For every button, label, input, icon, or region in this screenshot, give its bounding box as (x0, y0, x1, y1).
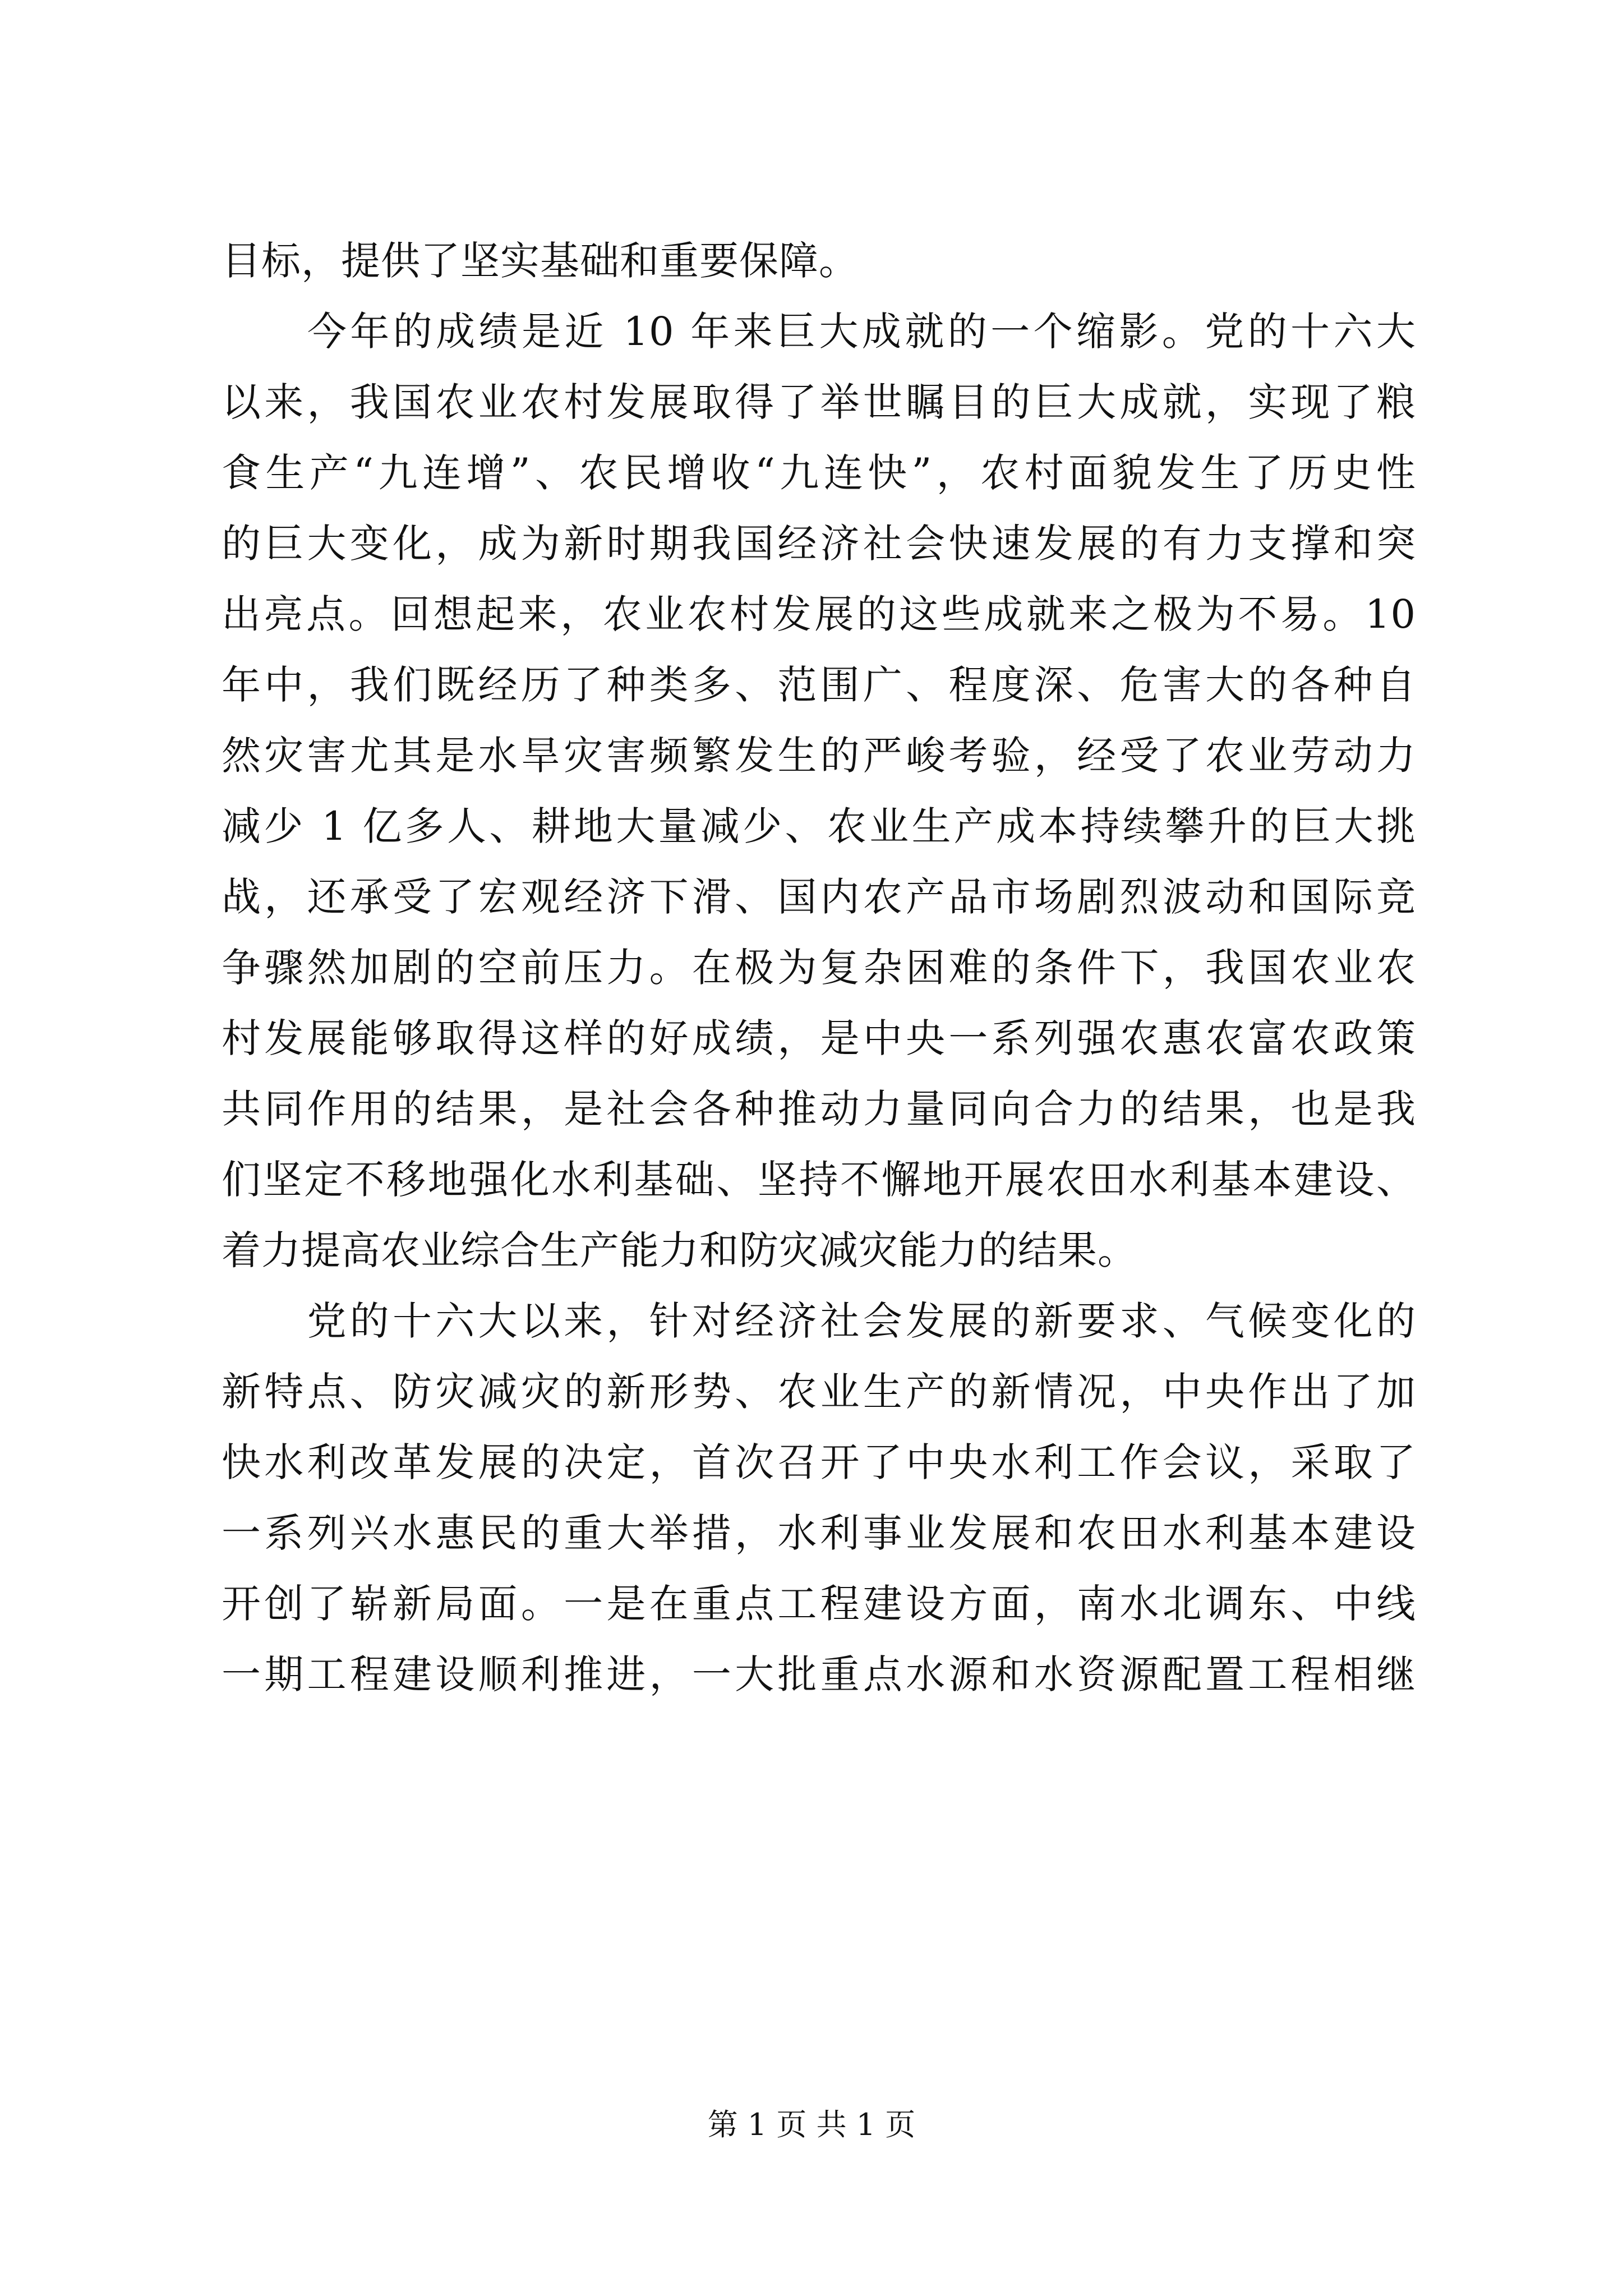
text-line: 年中，我们既经历了种类多、范围广、程度深、危害大的各种自 (222, 662, 1416, 708)
text-line: 一期工程建设顺利推进，一大批重点水源和水资源配置工程相继 (222, 1651, 1416, 1697)
text-line: 食生产“九连增”、农民增收“九连快”，农村面貌发生了历史性 (222, 450, 1416, 496)
page-footer: 第 1 页 共 1 页 (707, 2107, 916, 2142)
text-line: 争骤然加剧的空前压力。在极为复杂困难的条件下，我国农业农 (222, 945, 1416, 991)
text-line: 快水利改革发展的决定，首次召开了中央水利工作会议，采取了 (222, 1439, 1416, 1485)
text-line: 村发展能够取得这样的好成绩，是中央一系列强农惠农富农政策 (222, 1015, 1416, 1061)
text-line: 战，还承受了宏观经济下滑、国内农产品市场剧烈波动和国际竞 (222, 874, 1416, 920)
text-line: 着力提高农业综合生产能力和防灾减灾能力的结果。 (222, 1227, 1137, 1273)
text-line: 共同作用的结果，是社会各种推动力量同向合力的结果，也是我 (222, 1086, 1416, 1132)
text-line: 党的十六大以来，针对经济社会发展的新要求、气候变化的 (222, 1298, 1416, 1344)
text-line: 今年的成绩是近 10 年来巨大成就的一个缩影。党的十六大 (222, 309, 1416, 355)
text-line: 目标，提供了坚实基础和重要保障。 (222, 238, 859, 284)
text-line: 开创了崭新局面。一是在重点工程建设方面，南水北调东、中线 (222, 1581, 1416, 1627)
text-line: 然灾害尤其是水旱灾害频繁发生的严峻考验，经受了农业劳动力 (222, 733, 1416, 779)
text-line: 一系列兴水惠民的重大举措，水利事业发展和农田水利基本建设 (222, 1510, 1416, 1556)
text-line: 出亮点。回想起来，农业农村发展的这些成就来之极为不易。10 (222, 591, 1416, 637)
text-line: 以来，我国农业农村发展取得了举世瞩目的巨大成就，实现了粮 (222, 379, 1416, 425)
text-line: 们坚定不移地强化水利基础、坚持不懈地开展农田水利基本建设、 (222, 1157, 1416, 1203)
text-line: 新特点、防灾减灾的新形势、农业生产的新情况，中央作出了加 (222, 1369, 1416, 1415)
text-line: 的巨大变化，成为新时期我国经济社会快速发展的有力支撑和突 (222, 521, 1416, 567)
body-text (222, 226, 1416, 1710)
text-line: 减少 1 亿多人、耕地大量减少、农业生产成本持续攀升的巨大挑 (222, 803, 1416, 849)
